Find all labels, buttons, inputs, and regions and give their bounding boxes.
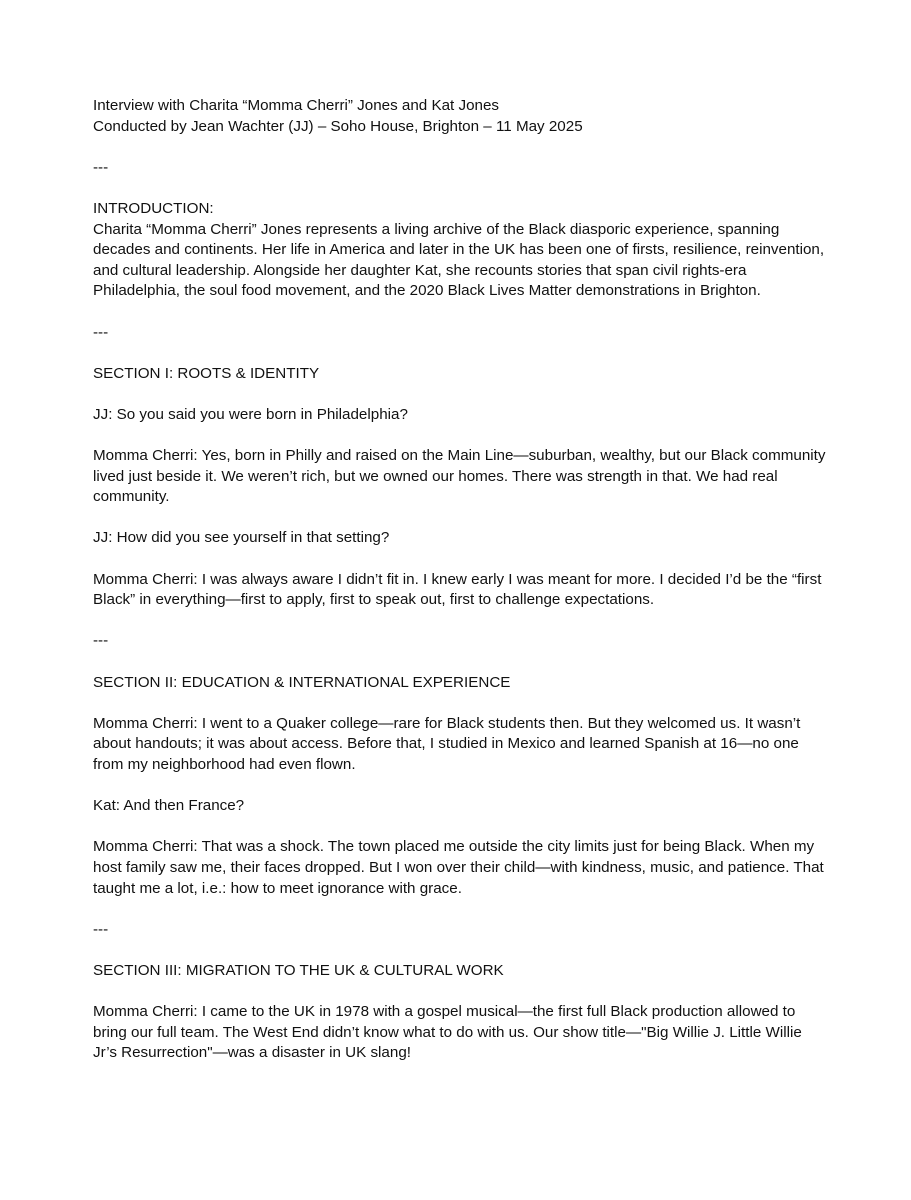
section-2-paragraph: Momma Cherri: That was a shock. The town placed me outside the city limits just for being Black. When my host family saw me, their faces dropped. But I won over their child—with kindness, music, and patience. That taught me a lot, i.e.: how to meet ignorance with grace. [93,838,824,897]
section-1-heading: SECTION I: ROOTS & IDENTITY [93,364,320,382]
document-subtitle: Conducted by Jean Wachter (JJ) – Soho House, Brighton – 11 May 2025 [93,117,583,135]
section-3-paragraph: Momma Cherri: I came to the UK in 1978 with a gospel musical—the first full Black production allowed to bring our full team. The West End didn’t know what to do with us. Our show title—"Big Willie J. Little Willie Jr’s Resurrection"—was a disaster in UK slang! [93,1003,802,1062]
separator: --- [93,323,109,341]
introduction-heading: INTRODUCTION: [93,199,214,217]
document-page [93,96,828,1064]
section-2-paragraph: Kat: And then France? [93,797,245,815]
section-3-heading: SECTION III: MIGRATION TO THE UK & CULTURAL WORK [93,961,504,979]
introduction-text: Charita “Momma Cherri” Jones represents a living archive of the Black diasporic experience, spanning decades and continents. Her life in America and later in the UK has been one of firsts, resilience, reinvention, and cultural leadership. Alongside her daughter Kat, she recounts stories that span civil rights-era Philadelphia, the soul food movement, and the 2020 Black Lives Matter demonstrations in Brighton. [93,220,825,300]
section-1-paragraph: Momma Cherri: Yes, born in Philly and raised on the Main Line—suburban, wealthy, but our Black community lived just beside it. We weren’t rich, but we owned our homes. There was strength in that. We had real community. [93,447,826,506]
document-title: Interview with Charita “Momma Cherri” Jones and Kat Jones [93,97,499,114]
section-1-paragraph: Momma Cherri: I was always aware I didn’t fit in. I knew early I was meant for more. I decided I’d be the “first Black” in everything—first to apply, first to speak out, first to challenge expectations. [93,570,822,609]
separator: --- [93,632,109,650]
section-2-heading: SECTION II: EDUCATION & INTERNATIONAL EXPERIENCE [93,673,511,691]
section-1-paragraph: JJ: How did you see yourself in that setting? [93,529,390,547]
separator: --- [93,158,109,176]
separator: --- [93,920,109,938]
section-2-paragraph: Momma Cherri: I went to a Quaker college—rare for Black students then. But they welcomed us. It wasn’t about handouts; it was about access. Before that, I studied in Mexico and learned Spanish at 16—no one from my neighborhood had even flown. [93,714,801,773]
section-1-paragraph: JJ: So you said you were born in Philadelphia? [93,405,408,423]
